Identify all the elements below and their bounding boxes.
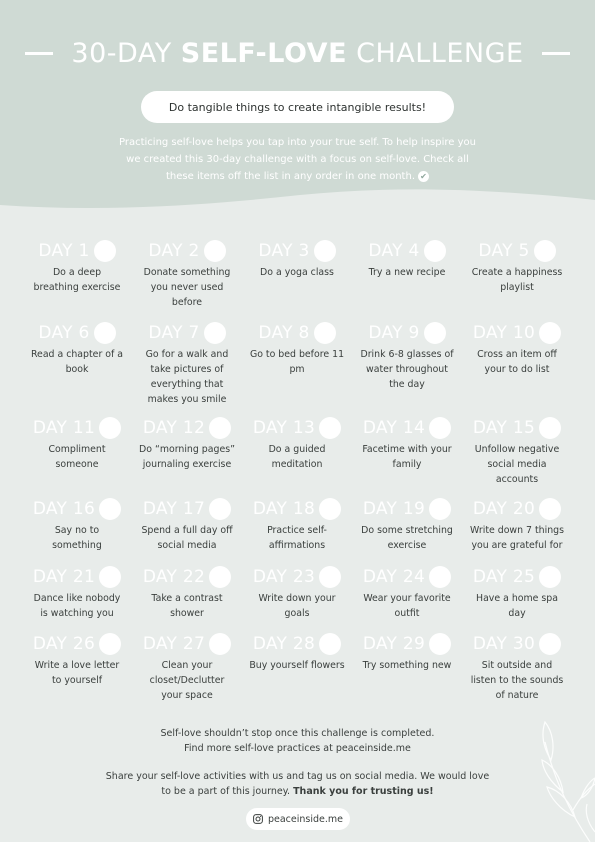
- day-label: DAY 10: [472, 323, 536, 343]
- day-header: [352, 415, 462, 441]
- day-item: [462, 564, 572, 631]
- instagram-icon: [253, 814, 263, 824]
- day-checkbox[interactable]: [539, 417, 561, 439]
- intro-text: Practicing self-love helps you tap into your true self. To help inspire you we created this 30-day challenge with a focus on self-love. Check all these items off the list in any order in one month. ✔: [119, 137, 476, 182]
- day-label: DAY 16: [32, 499, 96, 519]
- day-task: Take a contrast shower: [151, 593, 223, 619]
- day-task: Drink 6-8 glasses of water throughout the day: [360, 349, 454, 390]
- day-task: Sit outside and listen to the sounds of nature: [470, 660, 564, 701]
- day-header: [22, 631, 132, 657]
- day-label: DAY 9: [368, 323, 420, 343]
- day-item: [132, 496, 242, 564]
- day-task: Cross an item off your to do list: [477, 349, 557, 375]
- day-header: [462, 320, 572, 346]
- day-checkbox[interactable]: [539, 566, 561, 588]
- day-header: [242, 238, 352, 264]
- day-label: DAY 12: [142, 418, 206, 438]
- footer-message: Self-love shouldn’t stop once this challenge is completed. Find more self-love practices at peaceinside.me: [160, 728, 435, 754]
- day-label: DAY 1: [38, 241, 90, 261]
- day-label: DAY 3: [258, 241, 310, 261]
- day-task: Facetime with your family: [362, 444, 452, 470]
- day-task: Say no to something: [52, 525, 102, 551]
- day-item: [132, 564, 242, 631]
- day-checkbox[interactable]: [319, 498, 341, 520]
- day-checkbox[interactable]: [424, 322, 446, 344]
- day-header: [352, 238, 462, 264]
- day-item: [242, 238, 352, 320]
- day-checkbox[interactable]: [209, 417, 231, 439]
- day-task: Unfollow negative social media accounts: [474, 444, 560, 485]
- day-item: [242, 631, 352, 713]
- day-header: [242, 415, 352, 441]
- day-label: DAY 8: [258, 323, 310, 343]
- day-checkbox[interactable]: [424, 240, 446, 262]
- day-item: [242, 496, 352, 564]
- day-label: DAY 5: [478, 241, 530, 261]
- day-task: Create a happiness playlist: [471, 267, 563, 293]
- day-item: [352, 496, 462, 564]
- day-item: [22, 415, 132, 496]
- day-label: DAY 23: [252, 567, 316, 587]
- day-item: [22, 496, 132, 564]
- day-header: [22, 564, 132, 590]
- day-task: Do some stretching exercise: [361, 525, 453, 551]
- day-task: Practice self-affirmations: [267, 525, 327, 551]
- day-task: Go to bed before 11 pm: [249, 349, 345, 375]
- day-header: [22, 496, 132, 522]
- day-checkbox[interactable]: [429, 417, 451, 439]
- day-label: DAY 27: [142, 634, 206, 654]
- day-task: Write down 7 things you are grateful for: [470, 525, 564, 551]
- day-item: [462, 238, 572, 320]
- day-header: [462, 496, 572, 522]
- day-checkbox[interactable]: [539, 322, 561, 344]
- day-header: [462, 238, 572, 264]
- day-header: [352, 631, 462, 657]
- day-label: DAY 7: [148, 323, 200, 343]
- day-task: Wear your favorite outfit: [363, 593, 451, 619]
- day-item: [22, 320, 132, 415]
- day-task: Donate something you never used before: [143, 267, 231, 308]
- title-text: 30-DAY SELF-LOVE CHALLENGE: [71, 38, 524, 69]
- day-label: DAY 11: [32, 418, 96, 438]
- day-checkbox[interactable]: [209, 566, 231, 588]
- day-header: [22, 320, 132, 346]
- day-item: [22, 564, 132, 631]
- day-header: [352, 564, 462, 590]
- day-label: DAY 25: [472, 567, 536, 587]
- day-item: [242, 415, 352, 496]
- day-label: DAY 6: [38, 323, 90, 343]
- day-header: [462, 631, 572, 657]
- day-checkbox[interactable]: [534, 240, 556, 262]
- day-checkbox[interactable]: [429, 566, 451, 588]
- day-task: Try something new: [362, 660, 452, 671]
- day-label: DAY 28: [252, 634, 316, 654]
- day-checkbox[interactable]: [319, 566, 341, 588]
- day-item: [352, 238, 462, 320]
- day-header: [22, 415, 132, 441]
- day-header: [462, 564, 572, 590]
- day-task: Do a deep breathing exercise: [33, 267, 121, 293]
- day-label: DAY 22: [142, 567, 206, 587]
- day-header: [22, 238, 132, 264]
- day-label: DAY 14: [362, 418, 426, 438]
- day-header: [242, 631, 352, 657]
- day-task: Try a new recipe: [368, 267, 446, 278]
- day-label: DAY 15: [472, 418, 536, 438]
- day-checkbox[interactable]: [539, 498, 561, 520]
- day-label: DAY 4: [368, 241, 420, 261]
- day-item: [22, 238, 132, 320]
- day-checkbox[interactable]: [429, 633, 451, 655]
- day-checkbox[interactable]: [99, 417, 121, 439]
- day-item: [242, 320, 352, 415]
- day-label: DAY 13: [252, 418, 316, 438]
- day-item: [132, 631, 242, 713]
- instagram-link[interactable]: [246, 808, 350, 830]
- day-header: [242, 564, 352, 590]
- day-task: Buy yourself flowers: [249, 660, 345, 671]
- day-item: [352, 631, 462, 713]
- day-item: [242, 564, 352, 631]
- title-dash-left: [25, 52, 53, 55]
- instagram-handle: peaceinside.me: [267, 813, 343, 825]
- day-task: Do a yoga class: [260, 267, 334, 278]
- day-checkbox[interactable]: [314, 322, 336, 344]
- day-checkbox[interactable]: [429, 498, 451, 520]
- day-item: [352, 415, 462, 496]
- page-title: [0, 38, 595, 69]
- day-item: [132, 238, 242, 320]
- day-item: [462, 496, 572, 564]
- footer-share-message: Share your self-love activities with us and tag us on social media. We would love to be a part of this journey. Thank you for trusting us!: [105, 771, 490, 797]
- day-item: [352, 320, 462, 415]
- day-task: Compliment someone: [48, 444, 106, 470]
- challenge-grid: [22, 238, 572, 713]
- day-label: DAY 18: [252, 499, 316, 519]
- day-label: DAY 2: [148, 241, 200, 261]
- day-item: [462, 415, 572, 496]
- day-checkbox[interactable]: [539, 633, 561, 655]
- day-task: Do a guided meditation: [268, 444, 326, 470]
- day-item: [22, 631, 132, 713]
- day-task: Do “morning pages” journaling exercise: [139, 444, 235, 470]
- check-icon: ✔: [418, 171, 429, 182]
- day-item: [132, 415, 242, 496]
- day-header: [132, 320, 242, 346]
- day-header: [242, 496, 352, 522]
- day-header: [242, 320, 352, 346]
- day-label: DAY 24: [362, 567, 426, 587]
- day-checkbox[interactable]: [319, 417, 341, 439]
- day-task: Dance like nobody is watching you: [33, 593, 121, 619]
- day-label: DAY 26: [32, 634, 96, 654]
- day-label: DAY 21: [32, 567, 96, 587]
- day-header: [132, 631, 242, 657]
- day-task: Write a love letter to yourself: [34, 660, 120, 686]
- day-item: [462, 320, 572, 415]
- day-label: DAY 30: [472, 634, 536, 654]
- day-checkbox[interactable]: [209, 633, 231, 655]
- tagline: Do tangible things to create intangible results!: [168, 100, 427, 114]
- day-checkbox[interactable]: [314, 240, 336, 262]
- day-task: Go for a walk and take pictures of everything that makes you smile: [145, 349, 229, 405]
- day-checkbox[interactable]: [99, 566, 121, 588]
- day-checkbox[interactable]: [204, 240, 226, 262]
- day-task: Clean your closet/Declutter your space: [149, 660, 225, 701]
- tagline-pill: [141, 91, 454, 123]
- day-task: Spend a full day off social media: [141, 525, 233, 551]
- day-checkbox[interactable]: [319, 633, 341, 655]
- day-item: [132, 320, 242, 415]
- leaf-decoration: [515, 692, 595, 842]
- day-task: Write down your goals: [258, 593, 336, 619]
- day-checkbox[interactable]: [99, 633, 121, 655]
- day-label: DAY 29: [362, 634, 426, 654]
- day-item: [352, 564, 462, 631]
- day-checkbox[interactable]: [204, 322, 226, 344]
- day-checkbox[interactable]: [94, 322, 116, 344]
- day-header: [132, 415, 242, 441]
- day-checkbox[interactable]: [99, 498, 121, 520]
- day-header: [132, 238, 242, 264]
- day-header: [132, 564, 242, 590]
- day-label: DAY 19: [362, 499, 426, 519]
- day-checkbox[interactable]: [94, 240, 116, 262]
- day-header: [132, 496, 242, 522]
- day-label: DAY 20: [472, 499, 536, 519]
- day-header: [462, 415, 572, 441]
- day-header: [352, 320, 462, 346]
- title-dash-right: [542, 52, 570, 55]
- day-task: Read a chapter of a book: [30, 349, 124, 375]
- day-header: [352, 496, 462, 522]
- day-label: DAY 17: [142, 499, 206, 519]
- day-checkbox[interactable]: [209, 498, 231, 520]
- day-task: Have a home spa day: [476, 593, 558, 619]
